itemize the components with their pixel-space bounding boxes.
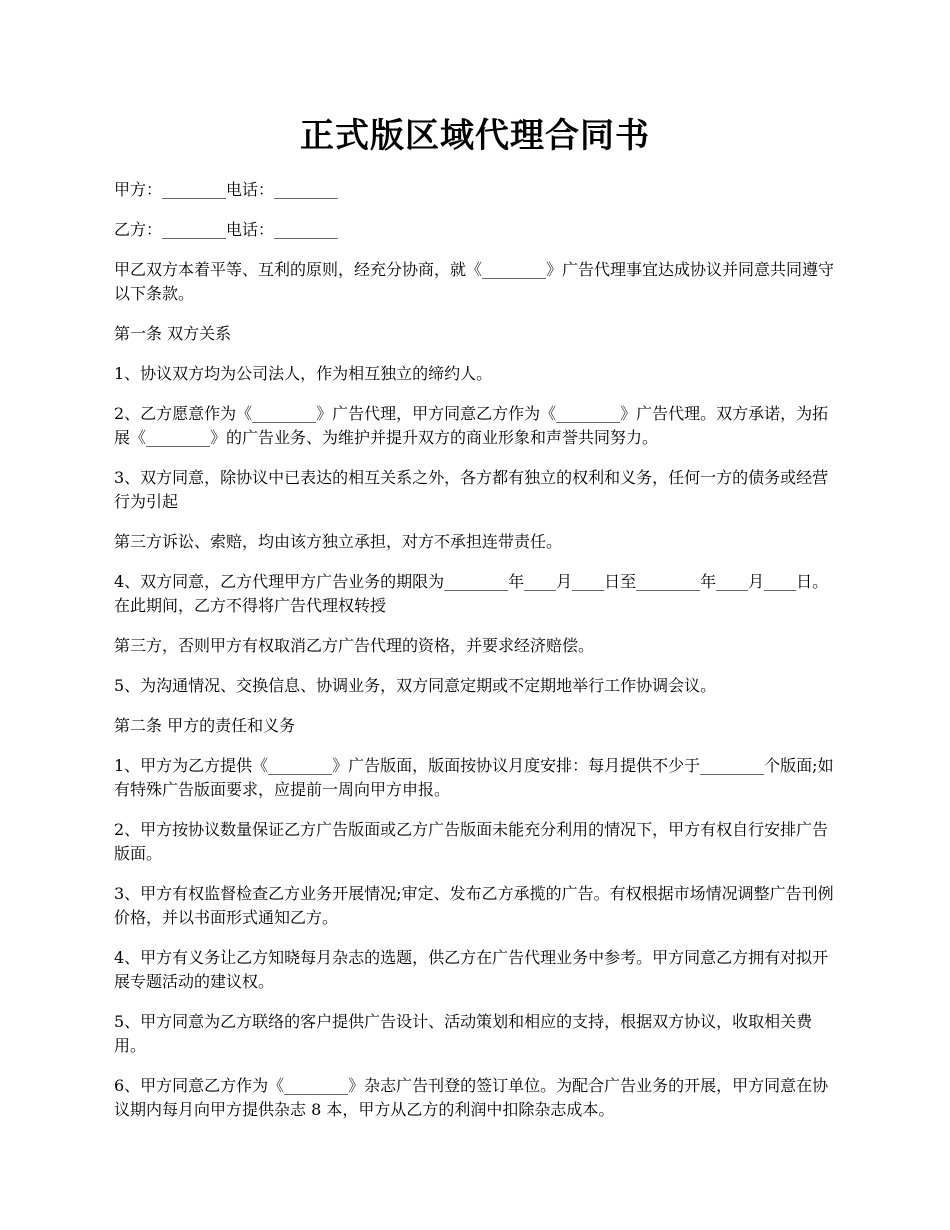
clause-paragraph: 4、双方同意，乙方代理甲方广告业务的期限为________年____月____日至________年____月____日。在此期间，乙方不得将广告代理权转授: [114, 572, 829, 615]
article-2-heading: 第二条 甲方的责任和义务: [114, 716, 296, 735]
clause-paragraph: 6、甲方同意乙方作为《________》杂志广告刊登的签订单位。为配合广告业务的开展，甲方同意在协议期内每月向甲方提供杂志 8 本，甲方从乙方的利润中扣除杂志成本。: [114, 1076, 829, 1119]
clause-paragraph: 2、甲方按协议数量保证乙方广告版面或乙方广告版面未能充分利用的情况下，甲方有权自行安排广告版面。: [114, 820, 829, 863]
article-1-heading: 第一条 双方关系: [114, 324, 232, 343]
clause-paragraph: 3、双方同意，除协议中已表达的相互关系之外，各方都有独立的权利和义务，任何一方的债务或经营行为引起: [114, 468, 829, 511]
document-title: 正式版区域代理合同书: [300, 116, 650, 156]
clause-paragraph: 3、甲方有权监督检查乙方业务开展情况;审定、发布乙方承揽的广告。有权根据市场情况调整广告刊例价格，并以书面形式通知乙方。: [114, 884, 834, 927]
clause-paragraph: 第三方诉讼、索赔，均由该方独立承担，对方不承担连带责任。: [114, 532, 563, 551]
clause-paragraph: 1、协议双方均为公司法人，作为相互独立的缔约人。: [114, 364, 493, 383]
clause-paragraph: 5、甲方同意为乙方联络的客户提供广告设计、活动策划和相应的支持，根据双方协议，收取相关费用。: [114, 1012, 813, 1055]
clause-paragraph: 第三方，否则甲方有权取消乙方广告代理的资格，并要求经济赔偿。: [114, 636, 595, 655]
party-a-line: 甲方：________电话：________: [114, 180, 339, 199]
clause-paragraph: 4、甲方有义务让乙方知晓每月杂志的选题，供乙方在广告代理业务中参考。甲方同意乙方拥有对拟开展专题活动的建议权。: [114, 948, 829, 991]
clause-paragraph: 1、甲方为乙方提供《________》广告版面，版面按协议月度安排：每月提供不少于________个版面;如有特殊广告版面要求，应提前一周向甲方申报。: [114, 756, 834, 799]
preamble-paragraph: 甲乙双方本着平等、互利的原则，经充分协商，就《________》广告代理事宜达成协议并同意共同遵守以下条款。: [114, 260, 835, 303]
party-b-line: 乙方：________电话：________: [114, 220, 339, 239]
clause-paragraph: 5、为沟通情况、交换信息、协调业务，双方同意定期或不定期地举行工作协调会议。: [114, 676, 717, 695]
document-body: [114, 178, 844, 1138]
clause-paragraph: 2、乙方愿意作为《________》广告代理，甲方同意乙方作为《________》广告代理。双方承诺，为拓展《________》的广告业务、为维护并提升双方的商业形象和声誉共同努力。: [114, 404, 829, 447]
